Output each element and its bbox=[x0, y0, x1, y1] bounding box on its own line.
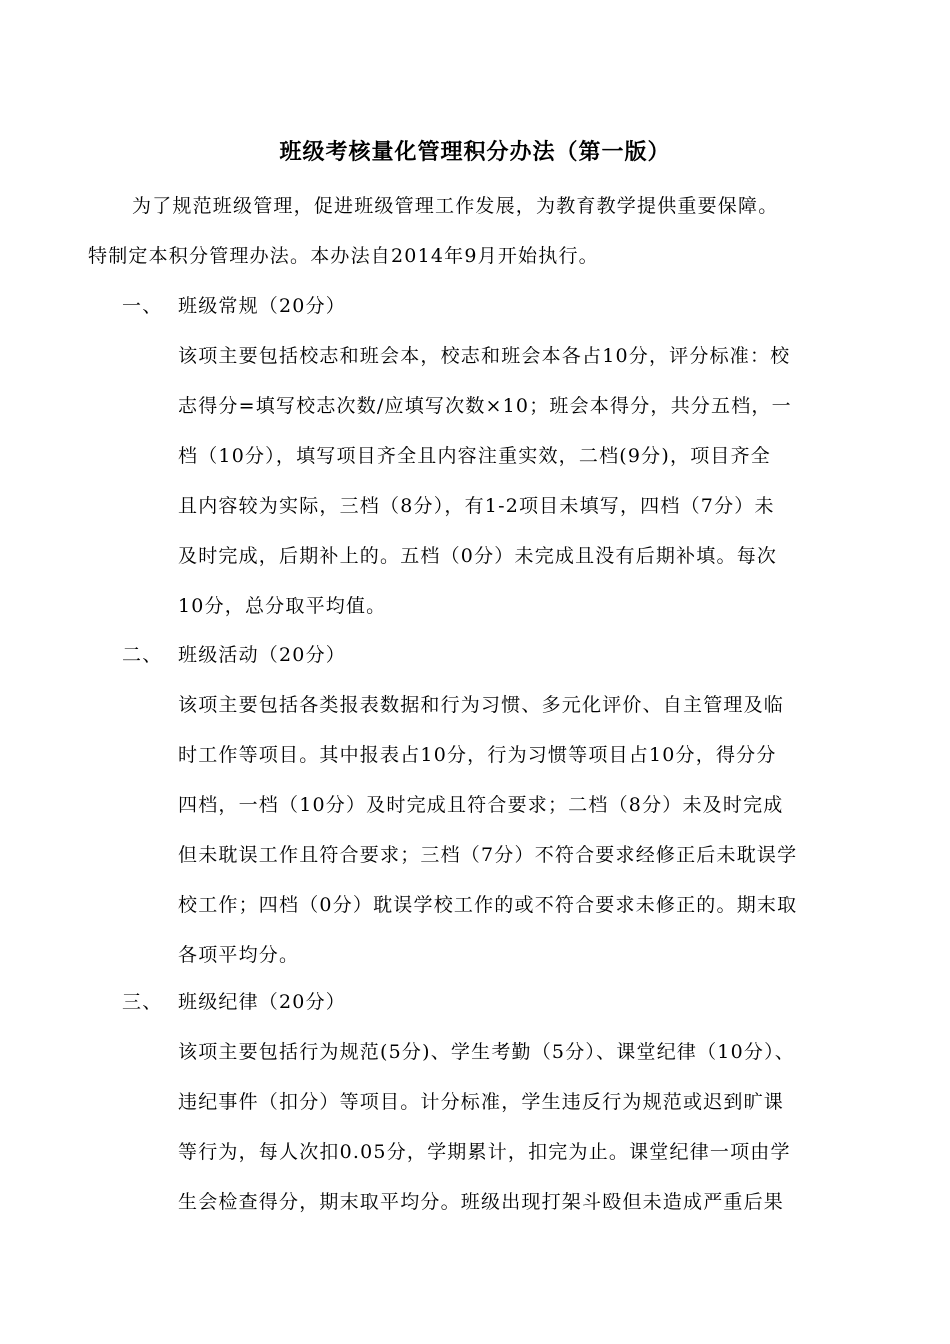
body-line: 志得分=填写校志次数/应填写次数×10；班会本得分，共分五档，一 bbox=[178, 395, 792, 417]
body-line: 时工作等项目。其中报表占10分，行为习惯等项目占10分，得分分 bbox=[178, 744, 777, 766]
section-heading-3 bbox=[122, 977, 346, 1027]
section-heading-2 bbox=[122, 630, 346, 680]
section-number: 一、 bbox=[122, 295, 163, 317]
section-number: 二、 bbox=[122, 644, 163, 666]
body-line: 该项主要包括校志和班会本，校志和班会本各占10分，评分标准：校 bbox=[178, 345, 791, 367]
body-line: 各项平均分。 bbox=[178, 944, 300, 966]
section-title: 班级活动（20分） bbox=[178, 644, 346, 666]
body-line: 违纪事件（扣分）等项目。计分标准，学生违反行为规范或迟到旷课 bbox=[178, 1091, 785, 1113]
body-line: 该项主要包括行为规范(5分)、学生考勤（5分）、课堂纪律（10分）、 bbox=[178, 1041, 795, 1063]
body-line: 及时完成，后期补上的。五档（0分）未完成且没有后期补填。每次 bbox=[178, 545, 778, 567]
body-line: 四档，一档（10分）及时完成且符合要求；二档（8分）未及时完成 bbox=[178, 794, 784, 816]
intro-line: 为了规范班级管理，促进班级管理工作发展，为教育教学提供重要保障。 bbox=[132, 195, 779, 217]
section-number: 三、 bbox=[122, 991, 163, 1013]
section-body-1 bbox=[178, 331, 878, 631]
intro-line: 特制定本积分管理办法。本办法自2014年9月开始执行。 bbox=[88, 245, 599, 267]
intro-paragraph bbox=[88, 181, 878, 281]
body-line: 校工作；四档（0分）耽误学校工作的或不符合要求未修正的。期末取 bbox=[178, 894, 798, 916]
section-title: 班级纪律（20分） bbox=[178, 991, 346, 1013]
section-title: 班级常规（20分） bbox=[178, 295, 346, 317]
body-line: 且内容较为实际，三档（8分），有1-2项目未填写，四档（7分）未 bbox=[178, 495, 775, 517]
document-title: 班级考核量化管理积分办法（第一版） bbox=[279, 139, 671, 165]
body-line: 等行为，每人次扣0.05分，学期累计，扣完为止。课堂纪律一项由学 bbox=[178, 1141, 791, 1163]
section-body-3 bbox=[178, 1027, 878, 1227]
body-line: 该项主要包括各类报表数据和行为习惯、多元化评价、自主管理及临 bbox=[178, 694, 785, 716]
section-heading-1 bbox=[122, 281, 346, 331]
body-line: 10分，总分取平均值。 bbox=[178, 595, 387, 617]
body-line: 生会检查得分，期末取平均分。班级出现打架斗殴但未造成严重后果 bbox=[178, 1191, 785, 1213]
section-body-2 bbox=[178, 680, 878, 980]
body-line: 档（10分），填写项目齐全且内容注重实效，二档(9分)，项目齐全 bbox=[178, 445, 771, 467]
body-line: 但未耽误工作且符合要求；三档（7分）不符合要求经修正后未耽误学 bbox=[178, 844, 798, 866]
